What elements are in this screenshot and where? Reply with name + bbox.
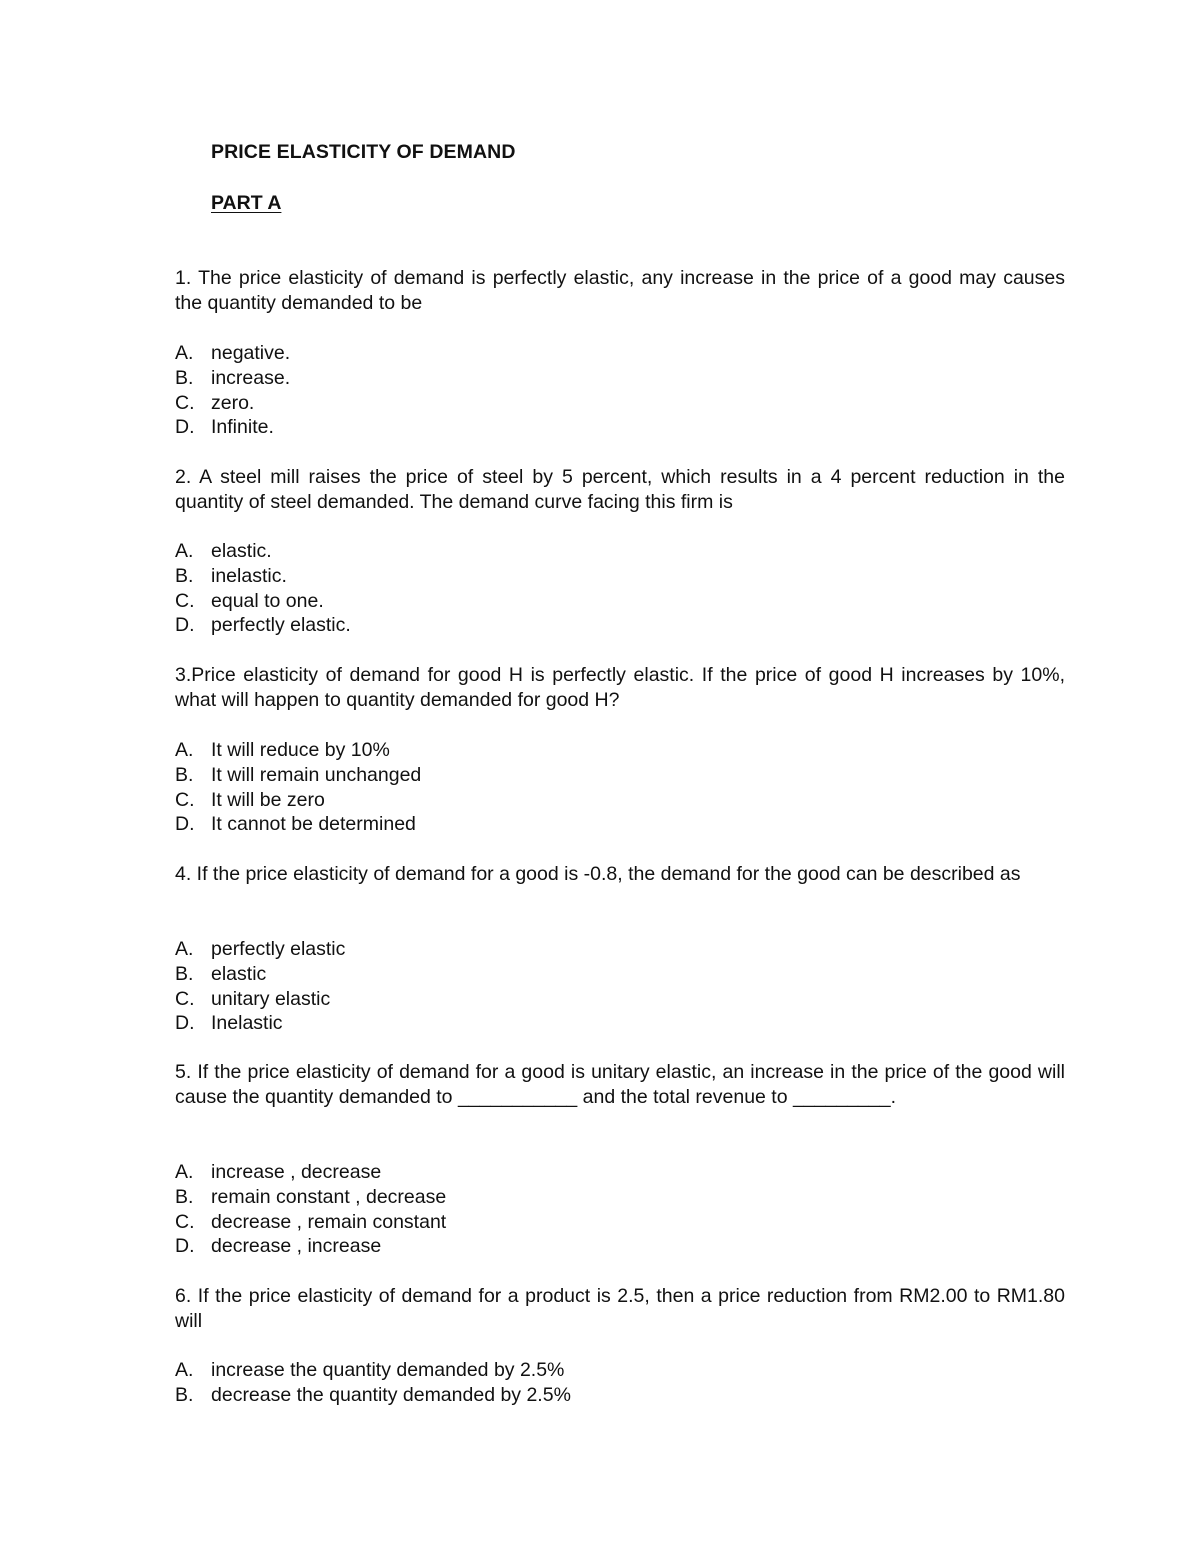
option-letter: C. [175,788,195,811]
option-text: remain constant , decrease [211,1185,447,1208]
option-text: increase. [211,366,291,389]
option-item [175,1185,446,1210]
option-item [175,1234,446,1259]
question-2-options [175,539,351,638]
option-item [175,539,351,564]
option-letter: A. [175,938,194,960]
option-text: It will remain unchanged [211,763,422,786]
question-4-options [175,937,345,1036]
option-text: elastic [211,962,267,985]
option-item [175,1358,571,1383]
option-letter: C. [175,391,195,414]
option-text: negative. [211,342,291,364]
option-item [175,763,421,788]
option-item [175,987,345,1012]
question-6-text: 6. If the price elasticity of demand for a product is 2.5, then a price reduction from RM2.00 to RM1.80 will [175,1285,1065,1332]
option-letter: B. [175,763,194,786]
option-text: decrease the quantity demanded by 2.5% [211,1383,571,1406]
option-letter: A. [175,739,194,761]
option-item [175,1011,345,1036]
option-letter: A. [175,540,194,562]
option-item [175,812,421,837]
option-letter: B. [175,1383,194,1406]
option-letter: B. [175,1185,194,1208]
option-item [175,738,421,763]
question-6-options [175,1358,571,1408]
option-text: decrease , increase [211,1235,382,1258]
question-3-options [175,738,421,837]
option-text: perfectly elastic [211,938,346,960]
option-item [175,1210,446,1235]
question-5-text: 5. If the price elasticity of demand for a good is unitary elastic, an increase in the price of the good will cause the quantity demanded to ___________ and the total revenue to _________. [175,1061,1065,1108]
option-text: increase , decrease [211,1161,382,1183]
option-text: Inelastic [211,1012,283,1035]
question-2-text: 2. A steel mill raises the price of steel by 5 percent, which results in a 4 percent reduction in the quantity of steel demanded. The demand curve facing this firm is [175,466,1065,513]
option-letter: B. [175,366,194,389]
option-letter: D. [175,1012,195,1035]
option-item [175,962,345,987]
option-item [175,1160,446,1185]
option-letter: D. [175,416,195,439]
document-title: PRICE ELASTICITY OF DEMAND [211,141,516,163]
option-text: It will be zero [211,788,325,811]
option-item [175,788,421,813]
option-letter: C. [175,589,195,612]
option-item [175,589,351,614]
question-3-text: 3.Price elasticity of demand for good H is perfectly elastic. If the price of good H increases by 10%, what will happen to quantity demanded for good H? [175,664,1065,711]
option-text: equal to one. [211,589,324,612]
option-item [175,415,290,440]
option-text: inelastic. [211,564,287,587]
option-text: perfectly elastic. [211,614,351,637]
option-letter: C. [175,987,195,1010]
option-letter: D. [175,1235,195,1258]
option-letter: D. [175,813,195,836]
question-1-text: 1. The price elasticity of demand is perfectly elastic, any increase in the price of a good may causes the quantity demanded to be [175,267,1065,314]
question-1-options [175,341,290,440]
option-letter: A. [175,1359,194,1381]
question-5-options [175,1160,446,1259]
option-item [175,937,345,962]
option-item [175,564,351,589]
option-letter: D. [175,614,195,637]
option-text: zero. [211,391,255,414]
option-item [175,341,290,366]
option-text: elastic. [211,540,272,562]
question-4-text: 4. If the price elasticity of demand for a good is -0.8, the demand for the good can be described as [175,863,1021,885]
option-item [175,1383,571,1408]
option-text: unitary elastic [211,987,331,1010]
option-text: increase the quantity demanded by 2.5% [211,1359,565,1381]
option-item [175,366,290,391]
option-item [175,613,351,638]
section-heading: PART A [211,192,282,214]
option-text: It cannot be determined [211,813,416,836]
option-letter: C. [175,1210,195,1233]
option-letter: B. [175,564,194,587]
option-letter: A. [175,1161,194,1183]
option-text: It will reduce by 10% [211,739,390,761]
option-text: Infinite. [211,416,274,439]
option-text: decrease , remain constant [211,1210,447,1233]
option-letter: B. [175,962,194,985]
option-item [175,391,290,416]
option-letter: A. [175,342,194,364]
